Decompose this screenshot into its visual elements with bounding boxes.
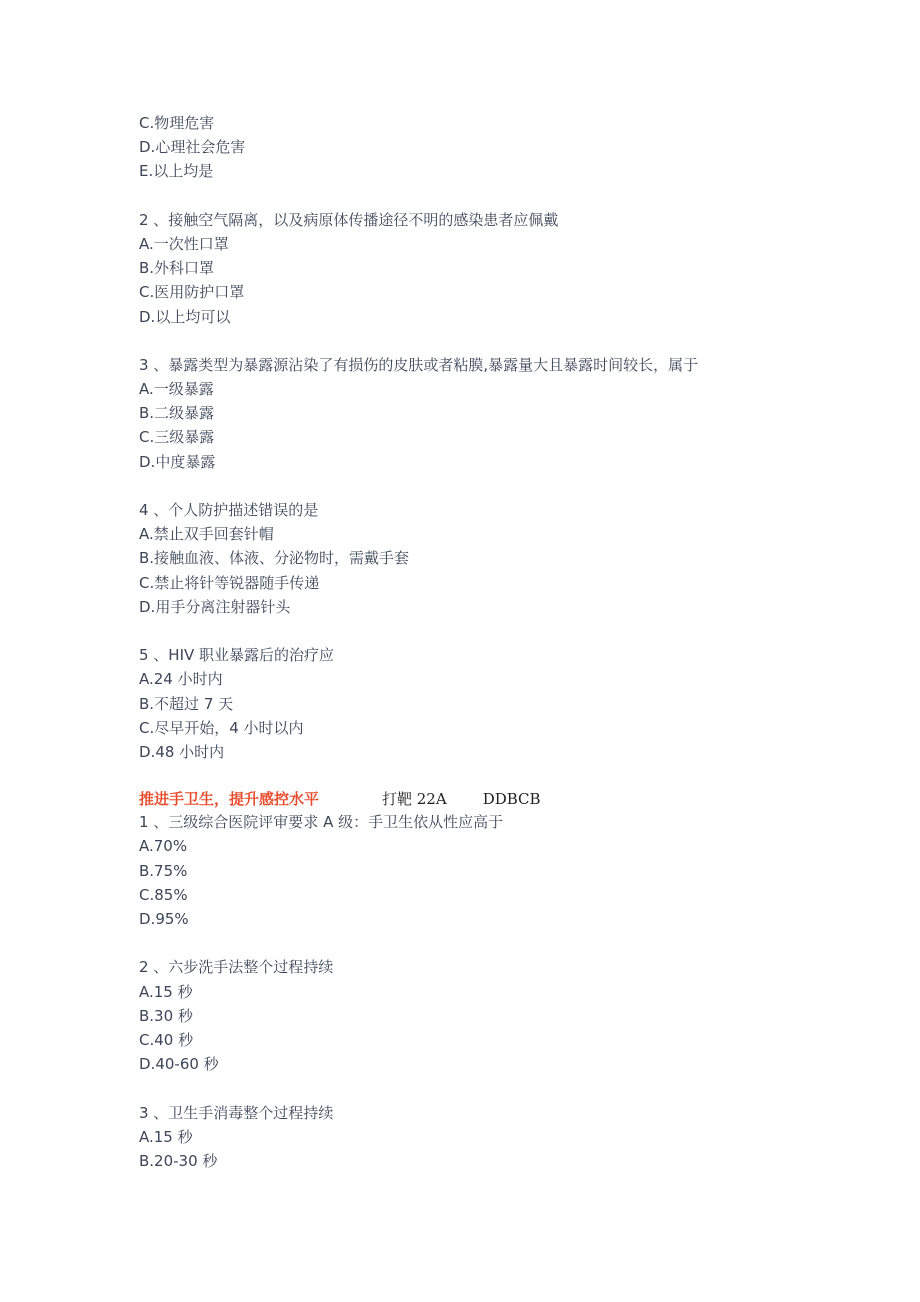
option-d: D.40-60 秒 <box>139 1055 219 1074</box>
option-e: E.以上均是 <box>139 162 214 181</box>
option-c: C.物理危害 <box>139 114 215 132</box>
option-b: B.30 秒 <box>139 1006 193 1025</box>
section-target: 打靶 22A <box>382 790 447 809</box>
option-c: C.85% <box>139 885 188 904</box>
option-d: D.以上均可以 <box>139 307 231 326</box>
option-b: B.75% <box>139 861 188 880</box>
question-5: 5 、HIV 职业暴露后的治疗应 <box>139 646 335 665</box>
option-c: C.医用防护口罩 <box>139 283 245 302</box>
option-d: D.中度暴露 <box>139 452 216 471</box>
option-c: C.40 秒 <box>139 1030 194 1049</box>
option-d: D.48 小时内 <box>139 742 225 761</box>
option-b: B.不超过 7 天 <box>139 694 234 713</box>
option-a: A.24 小时内 <box>139 670 223 689</box>
option-c: C.三级暴露 <box>139 428 215 447</box>
option-a: A.禁止双手回套针帽 <box>139 525 274 544</box>
question-3: 3 、暴露类型为暴露源沾染了有损伤的皮肤或者粘膜,暴露量大且暴露时间较长，属于 <box>139 355 699 374</box>
option-b: B.外科口罩 <box>139 259 215 278</box>
question-1: 1 、三级综合医院评审要求 A 级：手卫生依从性应高于 <box>139 813 504 832</box>
question-3: 3 、卫生手消毒整个过程持续 <box>139 1103 334 1122</box>
question-4: 4 、个人防护描述错误的是 <box>139 501 319 519</box>
section-answers: DDBCB <box>482 790 541 809</box>
document-page <box>139 111 839 1173</box>
question-2: 2 、接触空气隔离，以及病原体传播途径不明的感染患者应佩戴 <box>139 210 559 229</box>
option-a: A.一次性口罩 <box>139 234 229 253</box>
option-d: D.心理社会危害 <box>139 138 246 157</box>
option-a: A.15 秒 <box>139 982 193 1001</box>
question-2: 2 、六步洗手法整个过程持续 <box>139 958 334 977</box>
option-a: A.15 秒 <box>139 1127 193 1146</box>
option-b: B.二级暴露 <box>139 404 215 423</box>
section-title: 推进手卫生，提升感控水平 <box>139 790 320 809</box>
option-d: D.95% <box>139 910 189 928</box>
section-header <box>139 788 839 810</box>
option-c: C.尽早开始，4 小时以内 <box>139 718 304 737</box>
option-a: A.一级暴露 <box>139 380 214 399</box>
option-b: B.20-30 秒 <box>139 1151 218 1170</box>
option-a: A.70% <box>139 837 188 856</box>
option-c: C.禁止将针等锐器随手传递 <box>139 573 320 592</box>
option-b: B.接触血液、体液、分泌物时，需戴手套 <box>139 549 410 568</box>
option-d: D.用手分离注射器针头 <box>139 597 291 616</box>
